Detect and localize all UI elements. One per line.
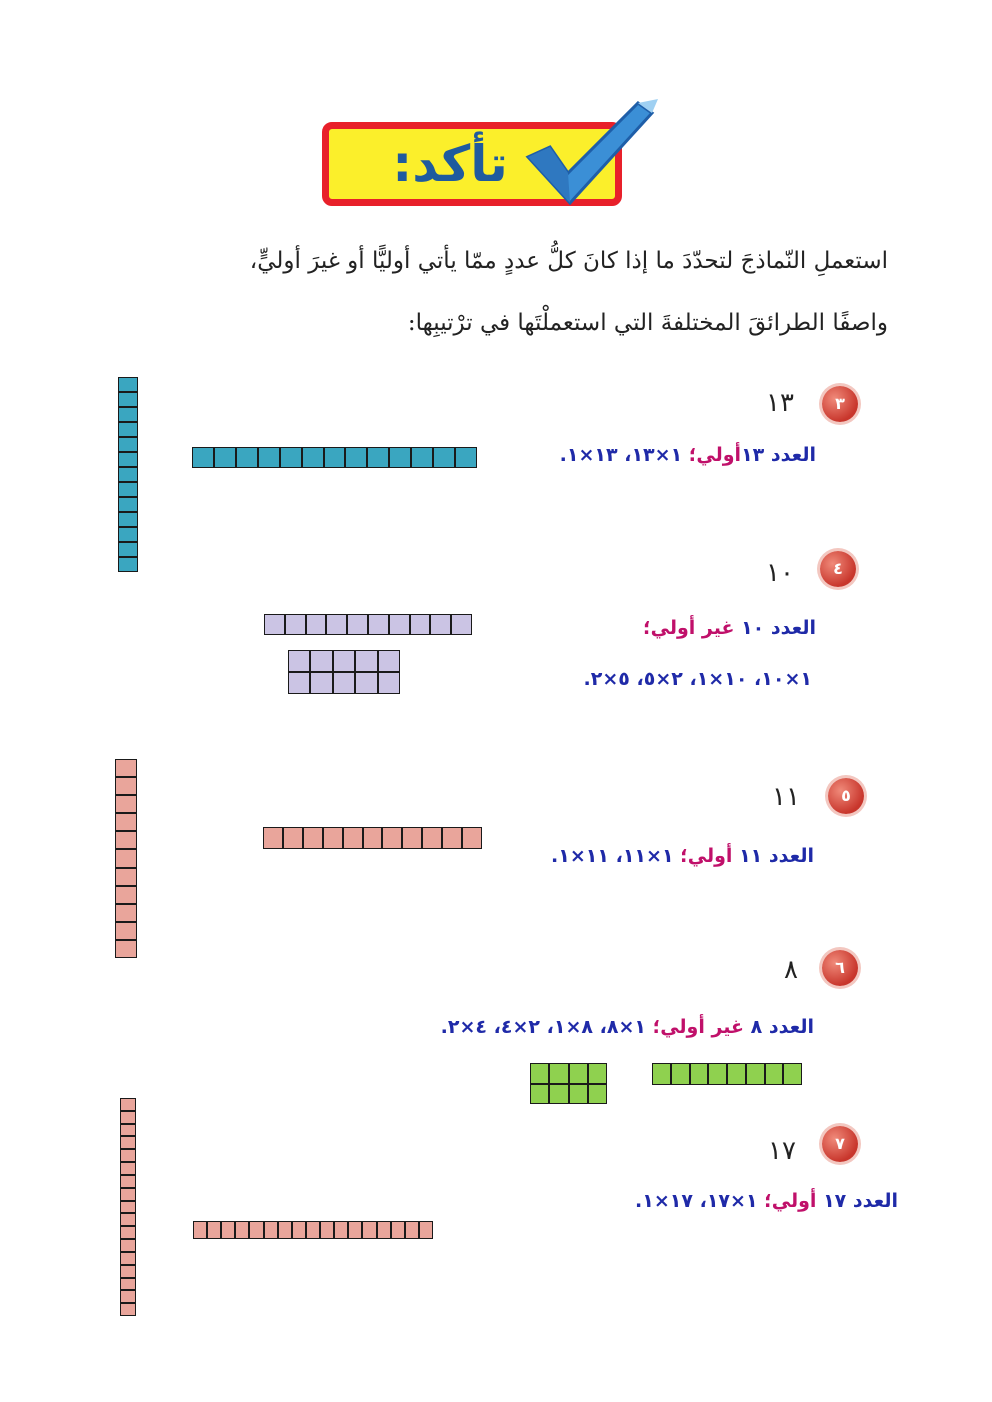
model-cell	[569, 1063, 588, 1084]
question-badge: ٣	[822, 386, 858, 422]
model-1x11	[263, 827, 482, 849]
page-title: تأكد:	[392, 135, 508, 193]
model-cell	[283, 827, 303, 849]
model-cell	[118, 482, 138, 497]
model-cell	[264, 1221, 278, 1239]
model-cell	[343, 827, 363, 849]
model-cell	[323, 827, 343, 849]
model-cell	[120, 1252, 136, 1265]
model-cell	[345, 447, 367, 468]
model-cell	[320, 1221, 334, 1239]
model-cell	[347, 614, 368, 635]
model-cell	[569, 1084, 588, 1105]
model-cell	[118, 512, 138, 527]
model-cell	[530, 1084, 549, 1105]
model-cell	[207, 1221, 221, 1239]
model-cell	[115, 831, 137, 849]
model-cell	[362, 1221, 376, 1239]
answer-factors: ١×١٠، ١٠×١، ٢×٥، ٥×٢.	[583, 668, 812, 690]
model-cell	[278, 1221, 292, 1239]
model-cell	[118, 452, 138, 467]
model-cell	[120, 1188, 136, 1201]
model-cell	[727, 1063, 746, 1085]
model-cell	[455, 447, 477, 468]
model-cell	[363, 827, 383, 849]
model-cell	[310, 650, 332, 672]
model-cell	[367, 447, 389, 468]
model-cell	[783, 1063, 802, 1085]
model-cell	[411, 447, 433, 468]
model-cell	[355, 650, 377, 672]
model-cell	[549, 1084, 568, 1105]
model-cell	[285, 614, 306, 635]
model-cell	[326, 614, 347, 635]
model-cell	[258, 447, 280, 468]
model-cell	[324, 447, 346, 468]
instruction-line-1: استعملِ النّماذجَ لتحدّدَ ما إذا كانَ كلُّ عددٍ ممّا يأتي أوليًّا أو غيرَ أوليٍّ،	[249, 248, 888, 274]
model-cell	[334, 1221, 348, 1239]
model-2x4	[530, 1063, 607, 1104]
model-cell	[382, 827, 402, 849]
model-cell	[588, 1063, 607, 1084]
model-cell	[419, 1221, 433, 1239]
model-cell	[118, 377, 138, 392]
model-cell	[410, 614, 431, 635]
model-cell	[405, 1221, 419, 1239]
model-cell	[292, 1221, 306, 1239]
model-cell	[115, 904, 137, 922]
model-cell	[389, 614, 410, 635]
model-cell	[118, 437, 138, 452]
model-cell	[310, 672, 332, 694]
question-number: ١١	[772, 782, 800, 812]
model-cell	[306, 1221, 320, 1239]
model-cell	[306, 614, 327, 635]
question-number: ١٧	[768, 1136, 796, 1166]
instruction-line-2: واصفًا الطرائقَ المختلفةَ التي استعملْتَها في ترْتيبِها:	[407, 310, 888, 336]
model-cell	[378, 650, 400, 672]
model-cell	[391, 1221, 405, 1239]
model-17x1	[120, 1098, 136, 1316]
model-cell	[333, 650, 355, 672]
model-cell	[120, 1124, 136, 1137]
model-1x13	[192, 447, 477, 468]
model-cell	[288, 650, 310, 672]
model-cell	[120, 1278, 136, 1291]
model-cell	[115, 795, 137, 813]
model-cell	[120, 1213, 136, 1226]
model-cell	[118, 407, 138, 422]
question-badge: ٤	[820, 551, 856, 587]
model-cell	[746, 1063, 765, 1085]
model-cell	[333, 672, 355, 694]
model-cell	[355, 672, 377, 694]
model-cell	[118, 542, 138, 557]
model-cell	[193, 1221, 207, 1239]
model-cell	[462, 827, 482, 849]
model-cell	[115, 940, 137, 958]
model-cell	[765, 1063, 784, 1085]
model-cell	[118, 527, 138, 542]
model-cell	[235, 1221, 249, 1239]
model-cell	[652, 1063, 671, 1085]
model-cell	[120, 1201, 136, 1214]
model-cell	[120, 1098, 136, 1111]
checkmark-icon	[520, 95, 660, 215]
model-cell	[690, 1063, 709, 1085]
model-cell	[120, 1226, 136, 1239]
question-number: ١٣	[766, 388, 794, 418]
model-cell	[549, 1063, 568, 1084]
model-cell	[118, 557, 138, 572]
model-cell	[120, 1162, 136, 1175]
model-cell	[115, 868, 137, 886]
model-cell	[588, 1084, 607, 1105]
model-11x1	[115, 759, 137, 958]
model-cell	[120, 1303, 136, 1316]
model-cell	[120, 1149, 136, 1162]
model-1x17	[193, 1221, 433, 1239]
model-cell	[288, 672, 310, 694]
model-cell	[115, 777, 137, 795]
model-cell	[120, 1239, 136, 1252]
model-cell	[120, 1290, 136, 1303]
model-cell	[671, 1063, 690, 1085]
model-cell	[422, 827, 442, 849]
model-cell	[120, 1265, 136, 1278]
model-2x5	[288, 650, 400, 694]
answer-text: العدد ١٧ أولي؛ ١×١٧، ١٧×١.	[635, 1190, 898, 1212]
model-cell	[433, 447, 455, 468]
model-cell	[708, 1063, 727, 1085]
model-cell	[249, 1221, 263, 1239]
model-cell	[368, 614, 389, 635]
question-badge: ٥	[828, 778, 864, 814]
model-cell	[118, 422, 138, 437]
model-cell	[115, 886, 137, 904]
model-1x10	[264, 614, 472, 635]
model-cell	[389, 447, 411, 468]
model-cell	[221, 1221, 235, 1239]
question-badge: ٦	[822, 950, 858, 986]
model-cell	[120, 1175, 136, 1188]
model-cell	[115, 759, 137, 777]
question-badge: ٧	[822, 1126, 858, 1162]
model-cell	[280, 447, 302, 468]
model-cell	[192, 447, 214, 468]
model-cell	[378, 672, 400, 694]
model-13x1	[118, 377, 138, 572]
model-cell	[442, 827, 462, 849]
question-number: ٨	[784, 955, 798, 985]
model-cell	[530, 1063, 549, 1084]
model-cell	[263, 827, 283, 849]
answer-text: العدد ١١ أولي؛ ١×١١، ١١×١.	[551, 845, 814, 867]
answer-text: العدد ٨ غير أولي؛ ١×٨، ٨×١، ٢×٤، ٤×٢.	[440, 1016, 814, 1038]
answer-text: العدد ١٣أولي؛ ١×١٣، ١٣×١.	[559, 444, 816, 466]
model-cell	[236, 447, 258, 468]
model-cell	[115, 813, 137, 831]
model-cell	[214, 447, 236, 468]
model-cell	[120, 1136, 136, 1149]
question-number: ١٠	[766, 558, 794, 588]
model-cell	[430, 614, 451, 635]
model-cell	[118, 497, 138, 512]
model-cell	[115, 922, 137, 940]
answer-text: العدد ١٠ غير أولي؛	[643, 617, 816, 639]
model-cell	[402, 827, 422, 849]
model-cell	[451, 614, 472, 635]
model-1x8	[652, 1063, 802, 1085]
model-cell	[303, 827, 323, 849]
model-cell	[302, 447, 324, 468]
model-cell	[120, 1111, 136, 1124]
model-cell	[377, 1221, 391, 1239]
model-cell	[264, 614, 285, 635]
model-cell	[118, 392, 138, 407]
model-cell	[115, 849, 137, 867]
model-cell	[348, 1221, 362, 1239]
model-cell	[118, 467, 138, 482]
